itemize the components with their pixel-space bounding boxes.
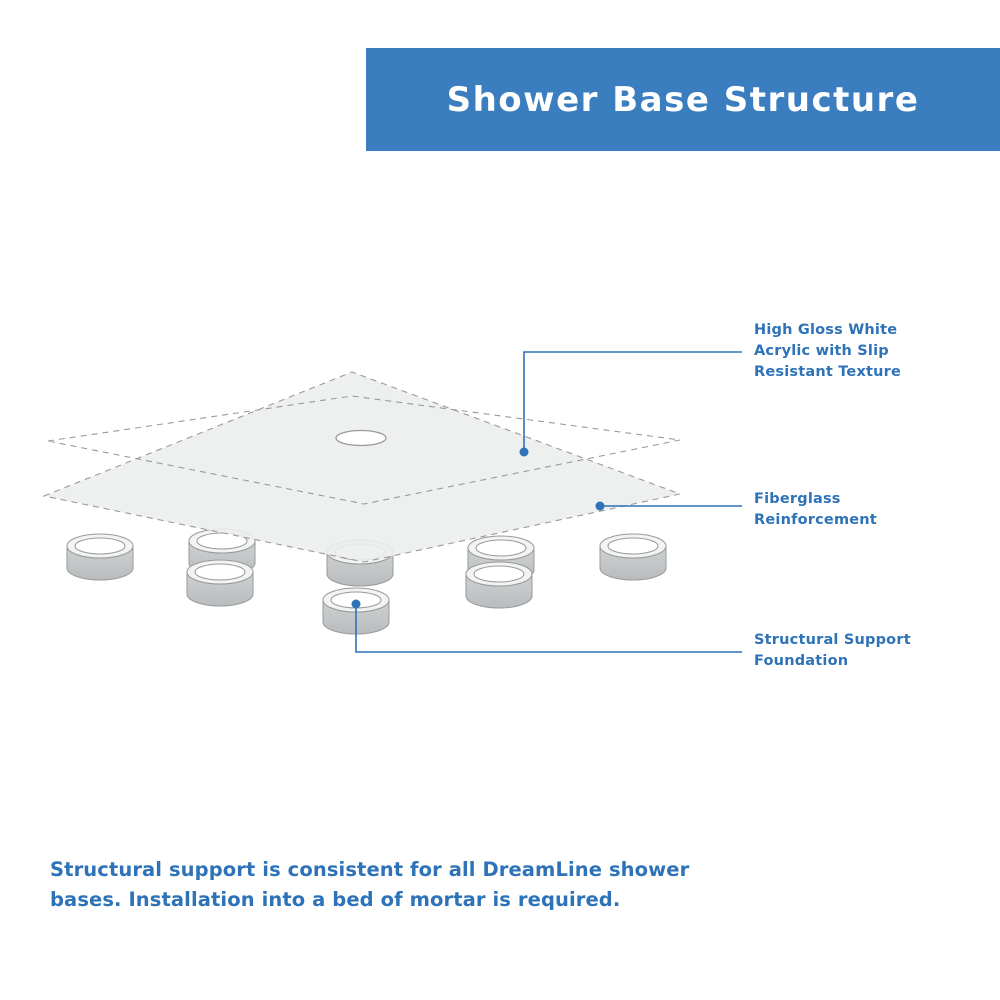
- callout-label-support: Structural Support Foundation: [754, 632, 911, 670]
- callout-label-fiberglass: Fiberglass Reinforcement: [754, 491, 877, 529]
- support-ring: [67, 534, 133, 580]
- leader-dot-acrylic: [520, 448, 529, 457]
- leader-line-support: [356, 604, 742, 652]
- support-ring: [187, 560, 253, 606]
- leader-dot-fiberglass: [596, 502, 605, 511]
- footer-note: Structural support is consistent for all DreamLine shower bases. Installation into a bed of mortar is required.: [50, 858, 690, 912]
- leader-line-acrylic: [524, 352, 742, 452]
- leader-dot-support: [352, 600, 361, 609]
- page-title: Shower Base Structure: [446, 79, 920, 120]
- fiberglass-layer: [44, 372, 680, 562]
- callout-label-acrylic: High Gloss White Acrylic with Slip Resistant Texture: [754, 322, 902, 381]
- drain-hole: [336, 431, 386, 446]
- support-ring: [600, 534, 666, 580]
- support-ring: [466, 562, 532, 608]
